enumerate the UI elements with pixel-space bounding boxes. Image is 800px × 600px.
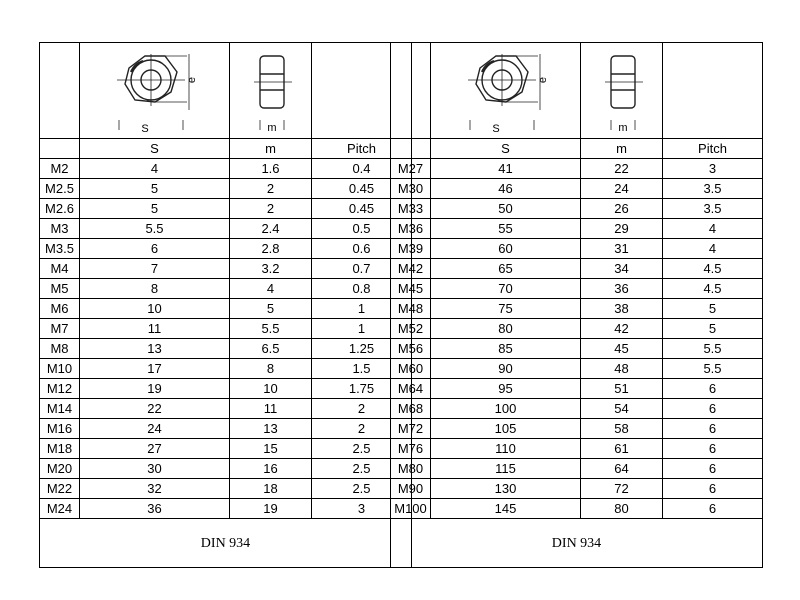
- drawing-row: [391, 43, 763, 139]
- size-cell: M100: [391, 499, 431, 519]
- s-cell: 8: [80, 279, 230, 299]
- s-cell: 5: [80, 179, 230, 199]
- size-cell: M68: [391, 399, 431, 419]
- pitch-cell: 3.5: [663, 179, 763, 199]
- size-cell: M33: [391, 199, 431, 219]
- dimension-e-label: e: [185, 76, 198, 83]
- s-cell: 24: [80, 419, 230, 439]
- table-row: [391, 259, 763, 279]
- pitch-cell: 6: [663, 479, 763, 499]
- table-row: [391, 399, 763, 419]
- pitch-cell: 0.45: [312, 199, 412, 219]
- size-cell: M24: [40, 499, 80, 519]
- pitch-cell: 2: [312, 399, 412, 419]
- m-cell: 42: [581, 319, 663, 339]
- s-cell: 46: [431, 179, 581, 199]
- table-row: [391, 359, 763, 379]
- s-cell: 5.5: [80, 219, 230, 239]
- pitch-cell: 2: [312, 419, 412, 439]
- pitch-cell: 3: [663, 159, 763, 179]
- m-cell: 4: [230, 279, 312, 299]
- table-row: [40, 499, 412, 519]
- m-cell: 6.5: [230, 339, 312, 359]
- pitch-cell: 1: [312, 299, 412, 319]
- footer-row: [40, 519, 412, 568]
- table-row: [40, 239, 412, 259]
- pitch-cell: 0.6: [312, 239, 412, 259]
- pitch-cell: 5: [663, 299, 763, 319]
- m-cell: 13: [230, 419, 312, 439]
- table-row: [40, 319, 412, 339]
- size-cell: M39: [391, 239, 431, 259]
- din934-table-right: [390, 42, 762, 558]
- m-cell: 29: [581, 219, 663, 239]
- pitch-cell: 6: [663, 419, 763, 439]
- table-row: [391, 479, 763, 499]
- size-cell: M56: [391, 339, 431, 359]
- table-row: [40, 199, 412, 219]
- size-cell: M8: [40, 339, 80, 359]
- m-cell: 45: [581, 339, 663, 359]
- size-cell: M16: [40, 419, 80, 439]
- s-cell: 10: [80, 299, 230, 319]
- s-cell: 13: [80, 339, 230, 359]
- table-row: [40, 459, 412, 479]
- pitch-cell: 0.7: [312, 259, 412, 279]
- size-cell: M48: [391, 299, 431, 319]
- table-row: [391, 299, 763, 319]
- top-view-cell: [80, 43, 230, 139]
- s-cell: 27: [80, 439, 230, 459]
- m-cell: 18: [230, 479, 312, 499]
- dimension-m-label: m: [617, 121, 628, 134]
- pitch-cell: 4: [663, 239, 763, 259]
- pitch-cell: 3: [312, 499, 412, 519]
- m-cell: 48: [581, 359, 663, 379]
- header-row: [391, 139, 763, 159]
- pitch-cell: 0.5: [312, 219, 412, 239]
- header-pitch: Pitch: [312, 139, 412, 159]
- size-cell: M4: [40, 259, 80, 279]
- size-cell: M30: [391, 179, 431, 199]
- size-cell: M5: [40, 279, 80, 299]
- pitch-cell: 0.45: [312, 179, 412, 199]
- table-row: [40, 439, 412, 459]
- table-row: [40, 279, 412, 299]
- standard-label: DIN 934: [391, 519, 763, 568]
- m-cell: 61: [581, 439, 663, 459]
- table-row: [391, 319, 763, 339]
- table-row: [40, 299, 412, 319]
- s-cell: 4: [80, 159, 230, 179]
- hex-nut-side-view-icon: [240, 46, 302, 136]
- size-cell: M2.5: [40, 179, 80, 199]
- fastener-dimension-table: [39, 42, 412, 568]
- side-view-cell: [230, 43, 312, 139]
- m-cell: 51: [581, 379, 663, 399]
- pitch-cell: 2.5: [312, 459, 412, 479]
- header-pitch: Pitch: [663, 139, 763, 159]
- table-row: [40, 419, 412, 439]
- pitch-cell: 1.75: [312, 379, 412, 399]
- pitch-cell: 3.5: [663, 199, 763, 219]
- size-cell: M64: [391, 379, 431, 399]
- m-cell: 2.8: [230, 239, 312, 259]
- pitch-cell: 0.8: [312, 279, 412, 299]
- header-row: [40, 139, 412, 159]
- s-cell: 115: [431, 459, 581, 479]
- size-cell: M2: [40, 159, 80, 179]
- pitch-cell: 6: [663, 459, 763, 479]
- size-cell: M20: [40, 459, 80, 479]
- dimension-m-label: m: [266, 121, 277, 134]
- pitch-cell: 4.5: [663, 279, 763, 299]
- table-row: [40, 179, 412, 199]
- m-cell: 1.6: [230, 159, 312, 179]
- table-row: [391, 379, 763, 399]
- pitch-cell: 6: [663, 439, 763, 459]
- m-cell: 15: [230, 439, 312, 459]
- s-cell: 60: [431, 239, 581, 259]
- m-cell: 36: [581, 279, 663, 299]
- s-cell: 80: [431, 319, 581, 339]
- s-cell: 110: [431, 439, 581, 459]
- pitch-cell: 1.25: [312, 339, 412, 359]
- m-cell: 11: [230, 399, 312, 419]
- s-cell: 65: [431, 259, 581, 279]
- s-cell: 90: [431, 359, 581, 379]
- s-cell: 55: [431, 219, 581, 239]
- pitch-cell: 1.5: [312, 359, 412, 379]
- m-cell: 10: [230, 379, 312, 399]
- m-cell: 2: [230, 179, 312, 199]
- drawing-row: [40, 43, 412, 139]
- s-cell: 22: [80, 399, 230, 419]
- drawing-blank-cell: [663, 43, 763, 139]
- pitch-cell: 4.5: [663, 259, 763, 279]
- s-cell: 30: [80, 459, 230, 479]
- table-row: [40, 479, 412, 499]
- m-cell: 16: [230, 459, 312, 479]
- table-row: [391, 179, 763, 199]
- drawing-blank-cell: [40, 43, 80, 139]
- m-cell: 54: [581, 399, 663, 419]
- s-cell: 100: [431, 399, 581, 419]
- size-cell: M18: [40, 439, 80, 459]
- m-cell: 38: [581, 299, 663, 319]
- s-cell: 32: [80, 479, 230, 499]
- table-row: [391, 199, 763, 219]
- dimension-s-label: S: [491, 122, 500, 135]
- s-cell: 130: [431, 479, 581, 499]
- size-cell: M45: [391, 279, 431, 299]
- s-cell: 41: [431, 159, 581, 179]
- table-row: [391, 219, 763, 239]
- table-row: [391, 279, 763, 299]
- footer-row: [391, 519, 763, 568]
- hex-nut-top-view-icon: [109, 46, 201, 136]
- table-row: [391, 159, 763, 179]
- hex-nut-side-view-icon: [591, 46, 653, 136]
- table-row: [391, 499, 763, 519]
- size-cell: M12: [40, 379, 80, 399]
- pitch-cell: 5: [663, 319, 763, 339]
- fastener-dimension-table: [390, 42, 763, 568]
- pitch-cell: 4: [663, 219, 763, 239]
- pitch-cell: 6: [663, 379, 763, 399]
- s-cell: 50: [431, 199, 581, 219]
- size-cell: M52: [391, 319, 431, 339]
- size-cell: M10: [40, 359, 80, 379]
- table-row: [40, 259, 412, 279]
- size-cell: M60: [391, 359, 431, 379]
- pitch-cell: 2.5: [312, 439, 412, 459]
- table-row: [40, 359, 412, 379]
- size-cell: M72: [391, 419, 431, 439]
- header-m: m: [230, 139, 312, 159]
- m-cell: 3.2: [230, 259, 312, 279]
- pitch-cell: 6: [663, 399, 763, 419]
- m-cell: 31: [581, 239, 663, 259]
- side-view-cell: [581, 43, 663, 139]
- s-cell: 145: [431, 499, 581, 519]
- s-cell: 95: [431, 379, 581, 399]
- size-cell: M42: [391, 259, 431, 279]
- din934-table-left: [39, 42, 411, 558]
- standard-label: DIN 934: [40, 519, 412, 568]
- pitch-cell: 6: [663, 499, 763, 519]
- table-row: [40, 219, 412, 239]
- m-cell: 19: [230, 499, 312, 519]
- m-cell: 80: [581, 499, 663, 519]
- pitch-cell: 2.5: [312, 479, 412, 499]
- s-cell: 17: [80, 359, 230, 379]
- header-size: [40, 139, 80, 159]
- top-view-cell: [431, 43, 581, 139]
- m-cell: 58: [581, 419, 663, 439]
- pitch-cell: 5.5: [663, 339, 763, 359]
- table-row: [391, 439, 763, 459]
- s-cell: 7: [80, 259, 230, 279]
- size-cell: M27: [391, 159, 431, 179]
- size-cell: M90: [391, 479, 431, 499]
- m-cell: 2.4: [230, 219, 312, 239]
- m-cell: 2: [230, 199, 312, 219]
- table-row: [391, 459, 763, 479]
- m-cell: 34: [581, 259, 663, 279]
- m-cell: 5.5: [230, 319, 312, 339]
- table-row: [40, 339, 412, 359]
- size-cell: M36: [391, 219, 431, 239]
- table-row: [391, 339, 763, 359]
- s-cell: 70: [431, 279, 581, 299]
- size-cell: M80: [391, 459, 431, 479]
- s-cell: 75: [431, 299, 581, 319]
- size-cell: M3.5: [40, 239, 80, 259]
- size-cell: M7: [40, 319, 80, 339]
- header-size: [391, 139, 431, 159]
- m-cell: 64: [581, 459, 663, 479]
- s-cell: 6: [80, 239, 230, 259]
- header-s: S: [80, 139, 230, 159]
- m-cell: 24: [581, 179, 663, 199]
- table-row: [40, 159, 412, 179]
- dimension-s-label: S: [140, 122, 149, 135]
- size-cell: M6: [40, 299, 80, 319]
- m-cell: 26: [581, 199, 663, 219]
- m-cell: 5: [230, 299, 312, 319]
- pitch-cell: 0.4: [312, 159, 412, 179]
- table-row: [391, 419, 763, 439]
- m-cell: 72: [581, 479, 663, 499]
- s-cell: 5: [80, 199, 230, 219]
- size-cell: M3: [40, 219, 80, 239]
- size-cell: M14: [40, 399, 80, 419]
- s-cell: 19: [80, 379, 230, 399]
- size-cell: M2.6: [40, 199, 80, 219]
- size-cell: M22: [40, 479, 80, 499]
- s-cell: 11: [80, 319, 230, 339]
- s-cell: 105: [431, 419, 581, 439]
- s-cell: 36: [80, 499, 230, 519]
- size-cell: M76: [391, 439, 431, 459]
- m-cell: 8: [230, 359, 312, 379]
- dimension-e-label: e: [536, 76, 549, 83]
- table-row: [40, 379, 412, 399]
- pitch-cell: 1: [312, 319, 412, 339]
- table-row: [391, 239, 763, 259]
- header-m: m: [581, 139, 663, 159]
- drawing-blank-cell: [391, 43, 431, 139]
- pitch-cell: 5.5: [663, 359, 763, 379]
- s-cell: 85: [431, 339, 581, 359]
- header-s: S: [431, 139, 581, 159]
- m-cell: 22: [581, 159, 663, 179]
- table-row: [40, 399, 412, 419]
- hex-nut-top-view-icon: [460, 46, 552, 136]
